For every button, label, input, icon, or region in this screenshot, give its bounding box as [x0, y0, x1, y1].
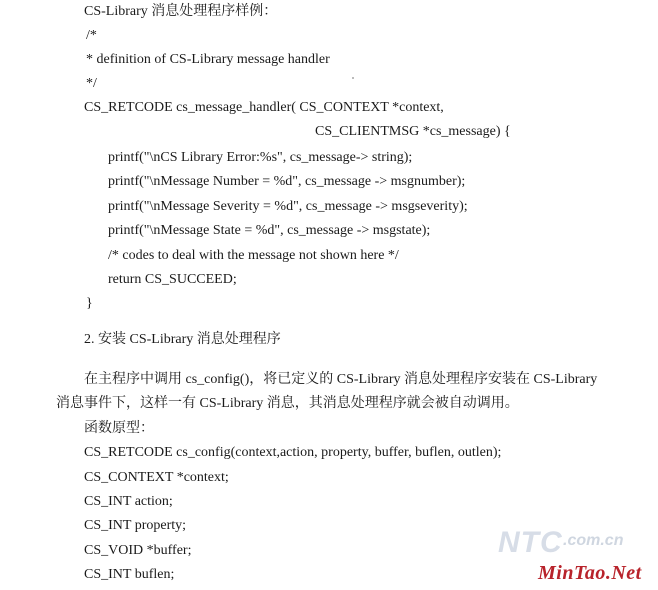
ntc-domain-watermark: .com.cn [563, 532, 624, 549]
paragraph-line: 在主程序中调用 cs_config()，将已定义的 CS-Library 消息处理程序安装在 CS-Library [84, 372, 598, 387]
code-line: CS_RETCODE cs_message_handler( CS_CONTEXT *context, [84, 100, 444, 115]
scan-speck [352, 77, 354, 79]
code-line: printf("\nCS Library Error:%s", cs_message-> string); [108, 150, 413, 165]
ntc-watermark: NTC [498, 526, 563, 559]
code-line: printf("\nMessage Severity = %d", cs_message -> msgseverity); [108, 199, 468, 214]
code-line: printf("\nMessage State = %d", cs_message -> msgstate); [108, 223, 431, 238]
code-line: CS_CLIENTMSG *cs_message) { [315, 124, 511, 139]
code-line: * definition of CS-Library message handler [86, 52, 330, 67]
code-line: } [86, 296, 93, 311]
code-line: */ [86, 76, 97, 91]
code-line: /* codes to deal with the message not shown here */ [108, 248, 399, 263]
code-line: printf("\nMessage Number = %d", cs_message -> msgnumber); [108, 174, 466, 189]
example-heading: CS-Library 消息处理程序样例： [84, 4, 278, 19]
prototype-line: CS_INT buflen; [84, 567, 175, 582]
mintao-watermark: MinTao.Net [538, 562, 642, 584]
prototype-label: 函数原型： [84, 421, 154, 436]
prototype-line: CS_RETCODE cs_config(context,action, property, buffer, buflen, outlen); [84, 445, 502, 460]
code-line: /* [86, 28, 97, 43]
prototype-line: CS_INT property; [84, 518, 187, 533]
code-line: return CS_SUCCEED; [108, 272, 237, 287]
section-title: 2. 安装 CS-Library 消息处理程序 [84, 332, 281, 347]
prototype-line: CS_VOID *buffer; [84, 543, 192, 558]
prototype-line: CS_INT action; [84, 494, 173, 509]
paragraph-line: 消息事件下，这样一有 CS-Library 消息，其消息处理程序就会被自动调用。 [56, 396, 519, 411]
prototype-line: CS_CONTEXT *context; [84, 470, 229, 485]
